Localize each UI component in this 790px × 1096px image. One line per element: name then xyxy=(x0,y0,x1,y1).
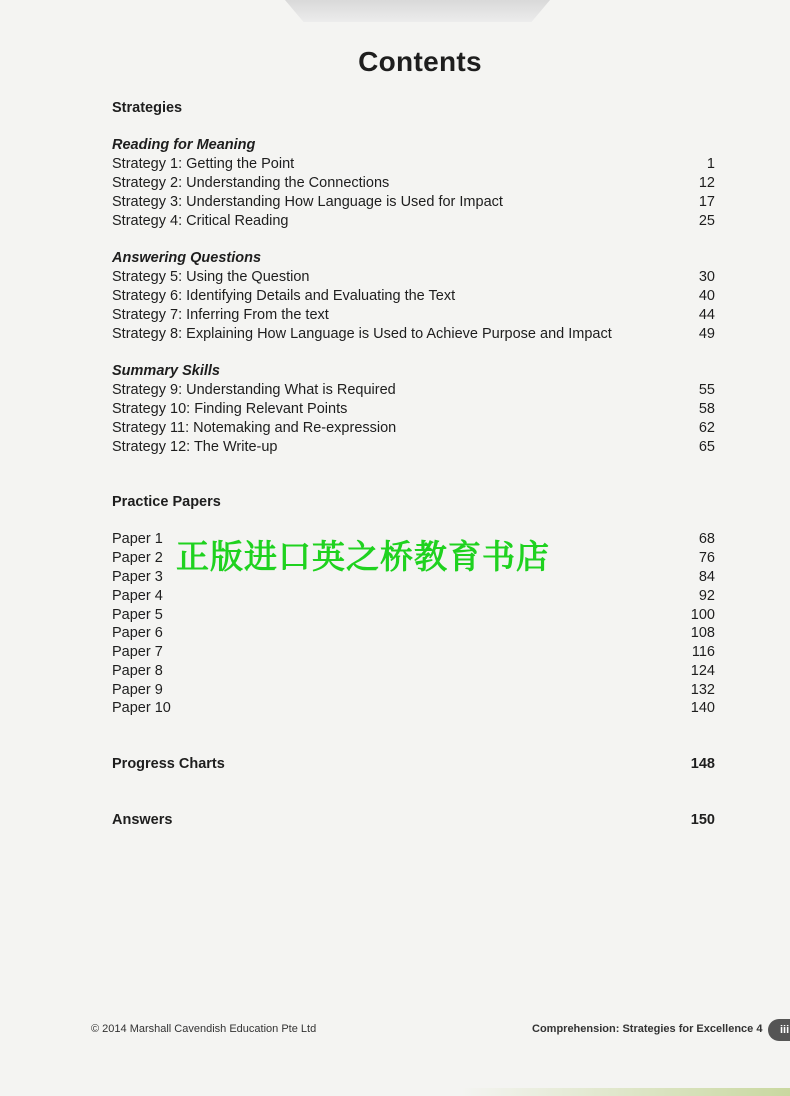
toc-page: 62 xyxy=(698,420,715,436)
toc-label: Answers xyxy=(112,812,173,828)
page-number-tab: iii xyxy=(768,1019,790,1041)
toc-row-progress-charts[interactable] xyxy=(112,756,715,775)
toc-row[interactable] xyxy=(112,288,715,307)
group-title-answering: Answering Questions xyxy=(112,250,262,266)
toc-label: Strategy 6: Identifying Details and Evaluating the Text xyxy=(112,288,456,304)
toc-label: Strategy 9: Understanding What is Required xyxy=(112,382,396,398)
toc-label: Strategy 11: Notemaking and Re-expression xyxy=(112,420,397,436)
section-heading-strategies: Strategies xyxy=(112,100,183,116)
toc-label: Paper 4 xyxy=(112,588,163,604)
toc-page: 49 xyxy=(698,326,715,342)
toc-label: Strategy 10: Finding Relevant Points xyxy=(112,401,348,417)
toc-label: Strategy 7: Inferring From the text xyxy=(112,307,329,323)
toc-row[interactable] xyxy=(112,625,715,644)
toc-label: Strategy 3: Understanding How Language is Used for Impact xyxy=(112,194,503,210)
toc-page: 58 xyxy=(698,401,715,417)
toc-row[interactable] xyxy=(112,194,715,213)
toc-row[interactable] xyxy=(112,175,715,194)
toc-row[interactable] xyxy=(112,700,715,719)
toc-label: Paper 1 xyxy=(112,531,163,547)
toc-row[interactable] xyxy=(112,682,715,701)
toc-page: 124 xyxy=(690,663,715,679)
toc-row[interactable] xyxy=(112,607,715,626)
toc-label: Paper 2 xyxy=(112,550,163,566)
toc-page: 108 xyxy=(690,625,715,641)
toc-label: Paper 7 xyxy=(112,644,163,660)
toc-page: 30 xyxy=(698,269,715,285)
toc-page: 140 xyxy=(690,700,715,716)
page-title: Contents xyxy=(358,46,482,77)
toc-page: 148 xyxy=(690,756,715,772)
toc-row-answers[interactable] xyxy=(112,812,715,831)
book-title: Comprehension: Strategies for Excellence 4 xyxy=(532,1023,763,1035)
toc-page: 84 xyxy=(698,569,715,585)
toc-label: Progress Charts xyxy=(112,756,225,772)
toc-page: 1 xyxy=(706,156,715,172)
toc-row[interactable] xyxy=(112,326,715,345)
toc-row[interactable] xyxy=(112,439,715,458)
toc-label: Paper 5 xyxy=(112,607,163,623)
group-title-reading: Reading for Meaning xyxy=(112,137,256,153)
watermark-text: 正版进口英之桥教育书店 xyxy=(176,537,550,576)
toc-label: Paper 8 xyxy=(112,663,163,679)
toc-page: 100 xyxy=(690,607,715,623)
copyright-text: © 2014 Marshall Cavendish Education Pte Ltd xyxy=(91,1023,317,1035)
toc-label: Strategy 5: Using the Question xyxy=(112,269,310,285)
toc-row[interactable] xyxy=(112,156,715,175)
toc-label: Strategy 4: Critical Reading xyxy=(112,213,289,229)
toc-page: 116 xyxy=(691,644,715,660)
toc-row[interactable] xyxy=(112,269,715,288)
toc-row[interactable] xyxy=(112,213,715,232)
section-heading-practice-papers: Practice Papers xyxy=(112,494,221,510)
toc-page: 17 xyxy=(698,194,715,210)
toc-row[interactable] xyxy=(112,401,715,420)
toc-page: 150 xyxy=(690,812,715,828)
toc-row[interactable] xyxy=(112,663,715,682)
toc-page: 92 xyxy=(698,588,715,604)
toc-row[interactable] xyxy=(112,382,715,401)
top-decor-band xyxy=(285,0,550,22)
toc-row[interactable] xyxy=(112,588,715,607)
toc-label: Paper 10 xyxy=(112,700,171,716)
toc-label: Strategy 8: Explaining How Language is Used to Achieve Purpose and Impact xyxy=(112,326,612,342)
toc-label: Strategy 12: The Write-up xyxy=(112,439,278,455)
toc-page: 12 xyxy=(698,175,715,191)
toc-label: Paper 3 xyxy=(112,569,163,585)
toc-row[interactable] xyxy=(112,420,715,439)
toc-page: 44 xyxy=(698,307,715,323)
toc-label: Paper 9 xyxy=(112,682,163,698)
toc-page: 76 xyxy=(698,550,715,566)
toc-page: 40 xyxy=(698,288,715,304)
toc-label: Strategy 2: Understanding the Connections xyxy=(112,175,390,191)
bottom-decor-band xyxy=(460,1088,790,1096)
toc-label: Strategy 1: Getting the Point xyxy=(112,156,295,172)
toc-row[interactable] xyxy=(112,307,715,326)
toc-row[interactable] xyxy=(112,644,715,663)
toc-page: 25 xyxy=(698,213,715,229)
group-title-summary: Summary Skills xyxy=(112,363,220,379)
toc-page: 65 xyxy=(698,439,715,455)
toc-page: 55 xyxy=(698,382,715,398)
toc-label: Paper 6 xyxy=(112,625,163,641)
toc-page: 132 xyxy=(690,682,715,698)
toc-page: 68 xyxy=(698,531,715,547)
